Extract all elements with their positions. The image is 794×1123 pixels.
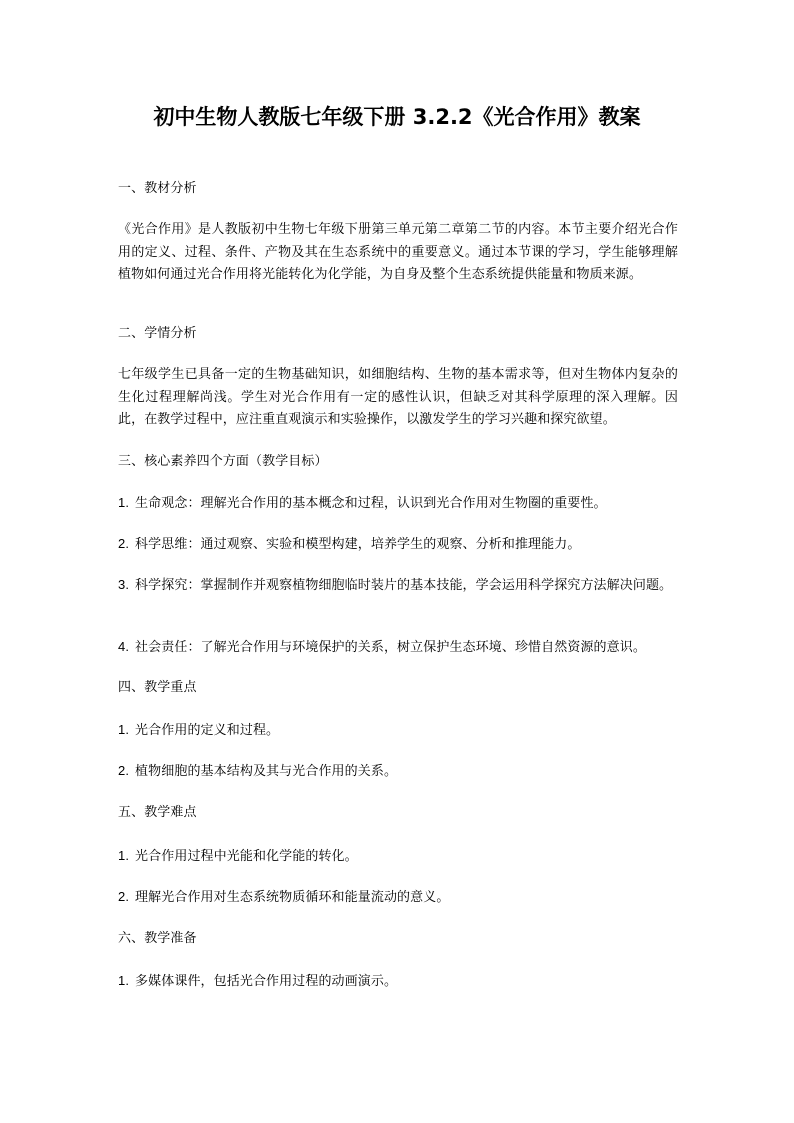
section-heading-3: 三、核心素养四个方面（教学目标）	[118, 454, 328, 469]
section-heading-5: 五、教学难点	[118, 805, 197, 820]
list-item	[118, 886, 678, 910]
list-item-text: 生命观念：理解光合作用的基本概念和过程，认识到光合作用对生物圈的重要性。	[135, 496, 607, 511]
list-item-number: 2.	[118, 889, 130, 904]
list-item-text: 社会责任：了解光合作用与环境保护的关系，树立保护生态环境、珍惜自然资源的意识。	[135, 640, 646, 655]
section-heading-4: 四、教学重点	[118, 680, 197, 695]
list-item-number: 1.	[118, 848, 130, 863]
section-heading-1: 一、教材分析	[118, 181, 197, 196]
list-item	[118, 574, 678, 598]
section-heading-6: 六、教学准备	[118, 931, 197, 946]
list-item-number: 1.	[118, 495, 130, 510]
list-item-text: 光合作用的定义和过程。	[135, 723, 280, 738]
list-item	[118, 719, 678, 743]
list-item-text: 科学思维：通过观察、实验和模型构建，培养学生的观察、分析和推理能力。	[135, 537, 581, 552]
list-item-number: 1.	[118, 973, 130, 988]
list-item	[118, 533, 678, 557]
list-item-number: 3.	[118, 577, 130, 592]
list-item	[118, 845, 678, 869]
list-item	[118, 492, 678, 516]
list-item	[118, 636, 678, 660]
list-item-text: 光合作用过程中光能和化学能的转化。	[135, 849, 358, 864]
list-item-text: 科学探究：掌握制作并观察植物细胞临时装片的基本技能，学会运用科学探究方法解决问题。	[135, 578, 673, 593]
list-item	[118, 760, 678, 784]
list-item-number: 4.	[118, 639, 130, 654]
section-body-2: 七年级学生已具备一定的生物基础知识，如细胞结构、生物的基本需求等，但对生物体内复杂的生化过程理解尚浅。学生对光合作用有一定的感性认识，但缺乏对其科学原理的深入理解。因此，在教学过程中，应注重直观演示和实验操作，以激发学生的学习兴趣和探究欲望。	[118, 367, 678, 427]
list-item-number: 1.	[118, 722, 130, 737]
list-item-text: 理解光合作用对生态系统物质循环和能量流动的意义。	[135, 890, 450, 905]
document-title: 初中生物人教版七年级下册 3.2.2《光合作用》教案	[153, 105, 641, 129]
list-item-text: 多媒体课件，包括光合作用过程的动画演示。	[135, 974, 398, 989]
list-item-number: 2.	[118, 763, 130, 778]
section-heading-2: 二、学情分析	[118, 326, 197, 341]
list-item-text: 植物细胞的基本结构及其与光合作用的关系。	[135, 764, 398, 779]
list-item	[118, 970, 678, 994]
section-body-1: 《光合作用》是人教版初中生物七年级下册第三单元第二章第二节的内容。本节主要介绍光合作用的定义、过程、条件、产物及其在生态系统中的重要意义。通过本节课的学习，学生能够理解植物如何通过光合作用将光能转化为化学能，为自身及整个生态系统提供能量和物质来源。	[118, 222, 678, 282]
list-item-number: 2.	[118, 536, 130, 551]
